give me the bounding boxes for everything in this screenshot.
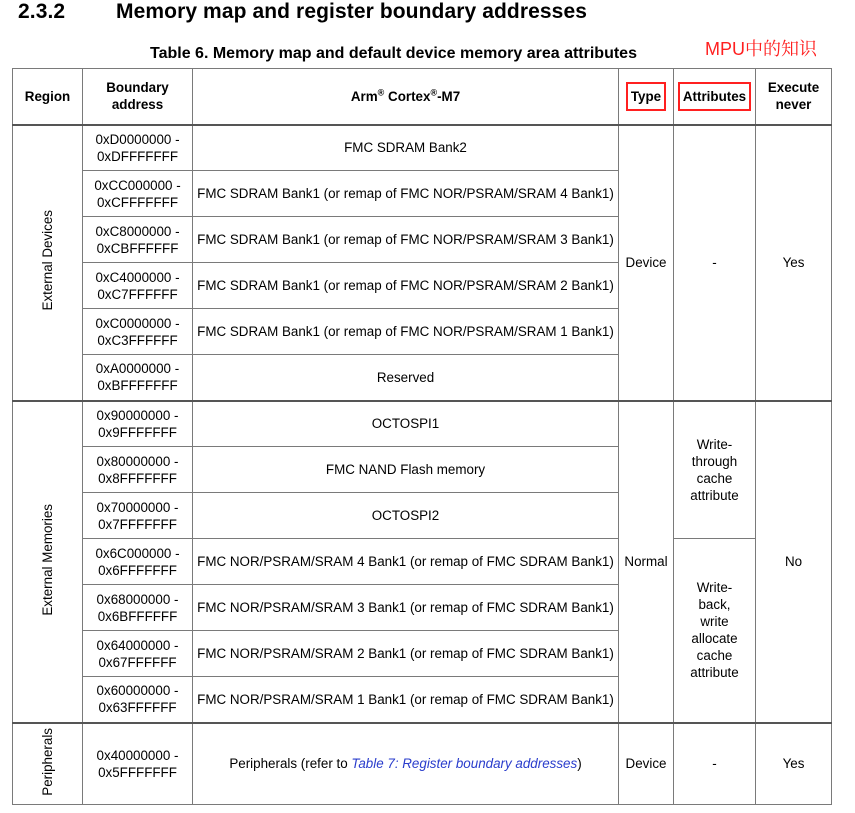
description-cell: FMC NOR/PSRAM/SRAM 3 Bank1 (or remap of FMC SDRAM Bank1) [193,585,619,631]
region-label: External Devices [40,210,55,311]
attributes-cell: - [674,723,756,805]
boundary-cell: 0x70000000 - 0x7FFFFFFF [83,493,193,539]
attributes-highlight-box: Attributes [678,82,751,111]
arm-prefix: Arm [350,88,378,104]
description-cell: FMC NAND Flash memory [193,447,619,493]
description-cell: OCTOSPI1 [193,401,619,447]
description-cell: FMC NOR/PSRAM/SRAM 2 Bank1 (or remap of FMC SDRAM Bank1) [193,631,619,677]
section-heading [18,0,587,24]
header-attributes [674,69,756,125]
registered-mark: ® [430,87,438,98]
boundary-cell: 0xC4000000 - 0xC7FFFFFF [83,263,193,309]
region-external-memories [13,401,83,723]
boundary-cell: 0xC0000000 - 0xC3FFFFFF [83,309,193,355]
region-label: External Memories [40,503,55,616]
description-cell: Peripherals (refer to Table 7: Register boundary addresses) [193,723,619,805]
description-cell: FMC SDRAM Bank1 (or remap of FMC NOR/PSRAM/SRAM 4 Bank1) [193,171,619,217]
boundary-cell: 0x80000000 - 0x8FFFFFFF [83,447,193,493]
memory-map-table [12,68,832,805]
type-highlight-box: Type [626,82,666,111]
boundary-cell: 0xCC000000 - 0xCFFFFFFF [83,171,193,217]
annotation-note: MPU中的知识 [705,39,817,59]
region-peripherals [13,723,83,805]
type-cell: Device [619,723,674,805]
header-boundary-address: Boundary address [83,69,193,125]
description-cell: OCTOSPI2 [193,493,619,539]
header-type [619,69,674,125]
type-cell: Device [619,125,674,401]
boundary-cell: 0xD0000000 - 0xDFFFFFFF [83,125,193,171]
table-row [13,539,832,585]
arm-mid: Cortex [384,88,431,104]
table-row [13,125,832,171]
attributes-cell-write-through: Write-through cache attribute [674,401,756,539]
table-row [13,401,832,447]
registered-mark: ® [377,87,385,98]
description-cell: FMC SDRAM Bank1 (or remap of FMC NOR/PSRAM/SRAM 1 Bank1) [193,309,619,355]
description-cell: FMC SDRAM Bank1 (or remap of FMC NOR/PSRAM/SRAM 2 Bank1) [193,263,619,309]
boundary-cell: 0xC8000000 - 0xCBFFFFFF [83,217,193,263]
header-execute-never: Execute never [756,69,832,125]
execute-never-cell: Yes [756,723,832,805]
region-external-devices [13,125,83,401]
register-boundary-link[interactable]: Table 7: Register boundary addresses [351,756,578,772]
header-arm-cortex-m7 [193,69,619,125]
execute-never-cell: No [756,401,832,723]
execute-never-cell: Yes [756,125,832,401]
table-row [13,723,832,805]
boundary-cell: 0x40000000 - 0x5FFFFFFF [83,723,193,805]
description-cell: FMC SDRAM Bank2 [193,125,619,171]
section-number: 2.3.2 [18,0,66,23]
description-cell: FMC NOR/PSRAM/SRAM 4 Bank1 (or remap of FMC SDRAM Bank1) [193,539,619,585]
boundary-cell: 0x60000000 - 0x63FFFFFF [83,677,193,723]
boundary-cell: 0xA0000000 - 0xBFFFFFFF [83,355,193,401]
description-cell: FMC SDRAM Bank1 (or remap of FMC NOR/PSRAM/SRAM 3 Bank1) [193,217,619,263]
description-cell: FMC NOR/PSRAM/SRAM 1 Bank1 (or remap of FMC SDRAM Bank1) [193,677,619,723]
boundary-cell: 0x68000000 - 0x6BFFFFFF [83,585,193,631]
boundary-cell: 0x90000000 - 0x9FFFFFFF [83,401,193,447]
section-title: Memory map and register boundary addresses [116,0,588,23]
attributes-cell: - [674,125,756,401]
attributes-cell-write-back: Write-back, write allocate cache attribute [674,539,756,723]
region-label: Peripherals [40,727,55,796]
boundary-cell: 0x64000000 - 0x67FFFFFF [83,631,193,677]
arm-suffix: -M7 [437,88,461,104]
header-region: Region [13,69,83,125]
type-cell: Normal [619,401,674,723]
boundary-cell: 0x6C000000 - 0x6FFFFFFF [83,539,193,585]
description-cell: Reserved [193,355,619,401]
header-row [13,69,832,125]
table-title: Table 6. Memory map and default device memory area attributes [150,45,637,62]
